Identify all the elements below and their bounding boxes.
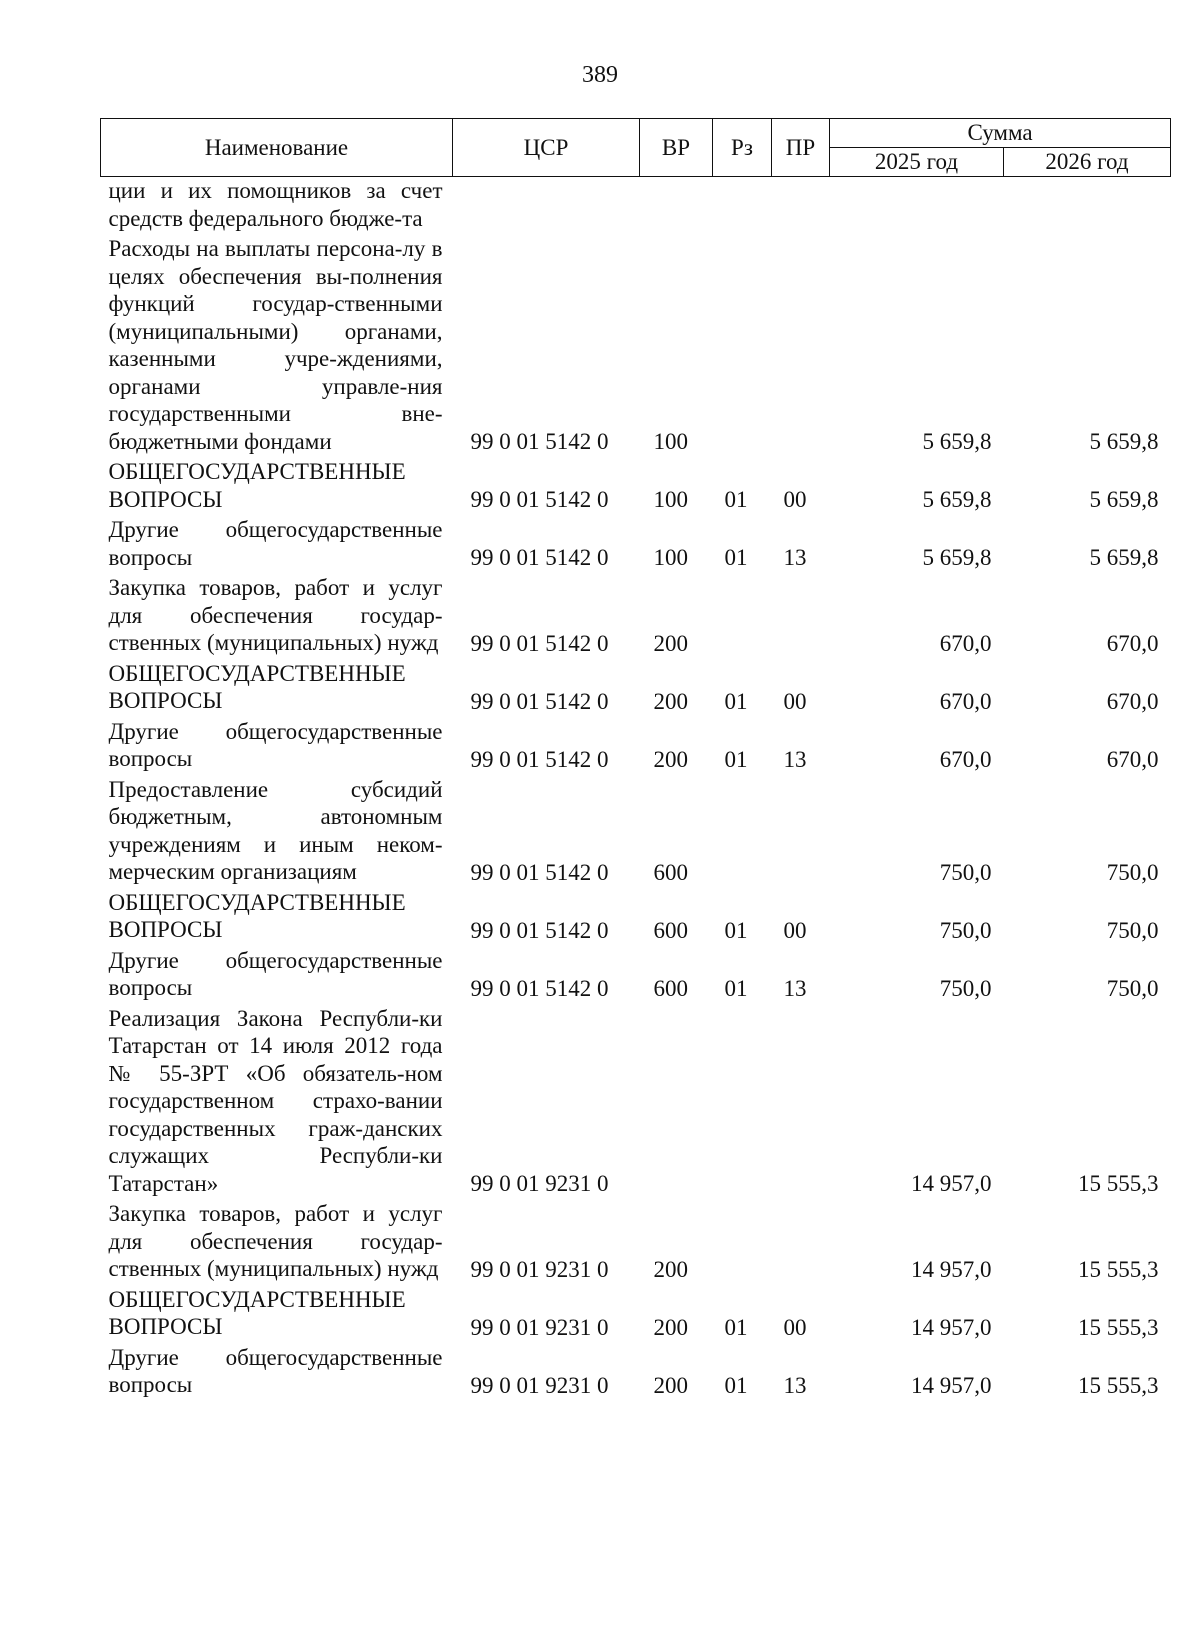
cell-amount-2025: 670,0 (939, 688, 992, 714)
cell-rz (713, 571, 772, 657)
cell-rz (713, 1197, 772, 1283)
cell-amount-2025: 14 957,0 (911, 1171, 992, 1196)
cell-rz: 01 (724, 746, 748, 772)
cell-amount-2026: 5 659,8 (1089, 545, 1159, 570)
cell-pr: 00 (783, 688, 807, 714)
cell-vr: 100 (653, 429, 688, 454)
table-row (101, 715, 1171, 773)
table-row (101, 886, 1171, 944)
cell-amount-2026: 670,0 (1106, 630, 1159, 656)
cell-vr: 600 (653, 859, 688, 885)
page-number: 389 (582, 62, 618, 88)
table-row (101, 177, 1171, 233)
cell-vr (640, 1002, 713, 1198)
cell-csr: 99 0 01 5142 0 (470, 746, 609, 772)
cell-pr: 00 (783, 487, 807, 512)
cell-rz (713, 232, 772, 455)
cell-name: ции и их помощников за счет средств федерального бюдже-та (108, 178, 443, 231)
cell-csr: 99 0 01 9231 0 (470, 1256, 609, 1282)
cell-csr: 99 0 01 5142 0 (470, 429, 609, 454)
table-row (101, 1341, 1171, 1399)
cell-amount-2026: 5 659,8 (1089, 487, 1159, 512)
cell-name: ОБЩЕГОСУДАРСТВЕННЫЕ ВОПРОСЫ (108, 660, 406, 713)
table-row (101, 1002, 1171, 1198)
cell-vr (640, 177, 713, 233)
cell-vr: 200 (653, 1256, 688, 1282)
cell-rz: 01 (724, 487, 748, 512)
cell-name: Другие общегосударственные вопросы (108, 1344, 443, 1397)
cell-rz (713, 177, 772, 233)
cell-vr: 200 (653, 746, 688, 772)
cell-vr: 100 (653, 487, 688, 512)
cell-csr: 99 0 01 9231 0 (470, 1171, 609, 1196)
cell-name: ОБЩЕГОСУДАРСТВЕННЫЕ ВОПРОСЫ (108, 1286, 406, 1339)
cell-amount-2025: 670,0 (939, 630, 992, 656)
header-rz: Рз (713, 119, 772, 177)
cell-vr: 200 (653, 630, 688, 656)
cell-vr: 600 (653, 975, 688, 1001)
cell-amount-2025: 670,0 (939, 746, 992, 772)
budget-table (100, 118, 1171, 1399)
header-year-2025: 2025 год (830, 148, 1004, 177)
cell-amount-2026: 15 555,3 (1078, 1171, 1159, 1196)
cell-csr (453, 177, 640, 233)
cell-amount-2025: 5 659,8 (922, 429, 992, 454)
cell-amount-2026 (1004, 177, 1171, 233)
cell-amount-2026: 750,0 (1106, 917, 1159, 943)
cell-amount-2026: 750,0 (1106, 975, 1159, 1001)
cell-pr (772, 571, 830, 657)
cell-rz: 01 (724, 688, 748, 714)
cell-rz: 01 (724, 917, 748, 943)
cell-csr: 99 0 01 9231 0 (470, 1314, 609, 1340)
table-row (101, 455, 1171, 513)
cell-name: ОБЩЕГОСУДАРСТВЕННЫЕ ВОПРОСЫ (108, 889, 406, 942)
cell-pr: 13 (783, 1372, 807, 1398)
cell-amount-2025: 14 957,0 (911, 1256, 992, 1282)
table-row (101, 657, 1171, 715)
cell-amount-2025: 5 659,8 (922, 487, 992, 512)
cell-amount-2026: 5 659,8 (1089, 429, 1159, 454)
cell-csr: 99 0 01 9231 0 (470, 1372, 609, 1398)
cell-vr: 200 (653, 688, 688, 714)
table-row (101, 1197, 1171, 1283)
cell-amount-2025: 14 957,0 (911, 1372, 992, 1398)
cell-name: Другие общегосударственные вопросы (108, 947, 443, 1000)
cell-pr (772, 177, 830, 233)
cell-amount-2026: 15 555,3 (1078, 1314, 1159, 1340)
table-row (101, 232, 1171, 455)
cell-rz: 01 (724, 1314, 748, 1340)
cell-csr: 99 0 01 5142 0 (470, 487, 609, 512)
header-pr: ПР (772, 119, 830, 177)
cell-rz: 01 (724, 975, 748, 1001)
cell-name: Реализация Закона Республи-ки Татарстан от 14 июля 2012 года № 55-ЗРТ «Об обязатель-ном государственном страхо-вании государственных граж-данских служащих Республи-ки Татарстан» (108, 1005, 443, 1196)
cell-rz: 01 (724, 545, 748, 570)
cell-csr: 99 0 01 5142 0 (470, 688, 609, 714)
cell-name: ОБЩЕГОСУДАРСТВЕННЫЕ ВОПРОСЫ (108, 459, 406, 512)
cell-pr (772, 773, 830, 886)
cell-vr: 600 (653, 917, 688, 943)
cell-name: Другие общегосударственные вопросы (108, 517, 443, 570)
cell-rz (713, 773, 772, 886)
cell-vr: 200 (653, 1314, 688, 1340)
cell-csr: 99 0 01 5142 0 (470, 545, 609, 570)
cell-vr: 100 (653, 545, 688, 570)
cell-name: Закупка товаров, работ и услуг для обеспечения государ-ственных (муниципальных) нужд (108, 1201, 443, 1281)
cell-amount-2025: 750,0 (939, 917, 992, 943)
cell-rz: 01 (724, 1372, 748, 1398)
cell-amount-2026: 15 555,3 (1078, 1256, 1159, 1282)
cell-pr (772, 232, 830, 455)
cell-name: Расходы на выплаты персона-лу в целях обеспечения вы-полнения функций государ-ственными (муниципальными) органами, казенными учре-ждениями, органами управле-ния государственными вне-бюджетными фондами (108, 236, 443, 454)
cell-csr: 99 0 01 5142 0 (470, 975, 609, 1001)
table-row (101, 513, 1171, 571)
table-body (101, 177, 1171, 1399)
cell-csr: 99 0 01 5142 0 (470, 859, 609, 885)
cell-amount-2026: 670,0 (1106, 688, 1159, 714)
cell-pr: 00 (783, 1314, 807, 1340)
header-vr: ВР (640, 119, 713, 177)
header-year-2026: 2026 год (1004, 148, 1171, 177)
cell-amount-2025: 750,0 (939, 859, 992, 885)
cell-amount-2025: 750,0 (939, 975, 992, 1001)
cell-pr (772, 1002, 830, 1198)
table-row (101, 571, 1171, 657)
table-row (101, 944, 1171, 1002)
cell-pr: 13 (783, 545, 807, 570)
header-csr: ЦСР (453, 119, 640, 177)
cell-amount-2025: 5 659,8 (922, 545, 992, 570)
cell-rz (713, 1002, 772, 1198)
cell-vr: 200 (653, 1372, 688, 1398)
cell-pr (772, 1197, 830, 1283)
header-name: Наименование (101, 119, 453, 177)
table-row (101, 773, 1171, 886)
table-header (101, 119, 1171, 177)
cell-amount-2025 (830, 177, 1004, 233)
table-row (101, 1283, 1171, 1341)
cell-name: Закупка товаров, работ и услуг для обеспечения государ-ственных (муниципальных) нужд (108, 575, 443, 655)
cell-amount-2025: 14 957,0 (911, 1314, 992, 1340)
cell-csr: 99 0 01 5142 0 (470, 630, 609, 656)
cell-amount-2026: 15 555,3 (1078, 1372, 1159, 1398)
cell-amount-2026: 670,0 (1106, 746, 1159, 772)
cell-pr: 13 (783, 746, 807, 772)
cell-pr: 00 (783, 917, 807, 943)
header-sum: Сумма (830, 119, 1171, 148)
cell-amount-2026: 750,0 (1106, 859, 1159, 885)
cell-name: Предоставление субсидий бюджетным, автономным учреждениям и иным неком-мерческим организациям (108, 776, 443, 884)
cell-name: Другие общегосударственные вопросы (108, 718, 443, 771)
cell-csr: 99 0 01 5142 0 (470, 917, 609, 943)
cell-pr: 13 (783, 975, 807, 1001)
